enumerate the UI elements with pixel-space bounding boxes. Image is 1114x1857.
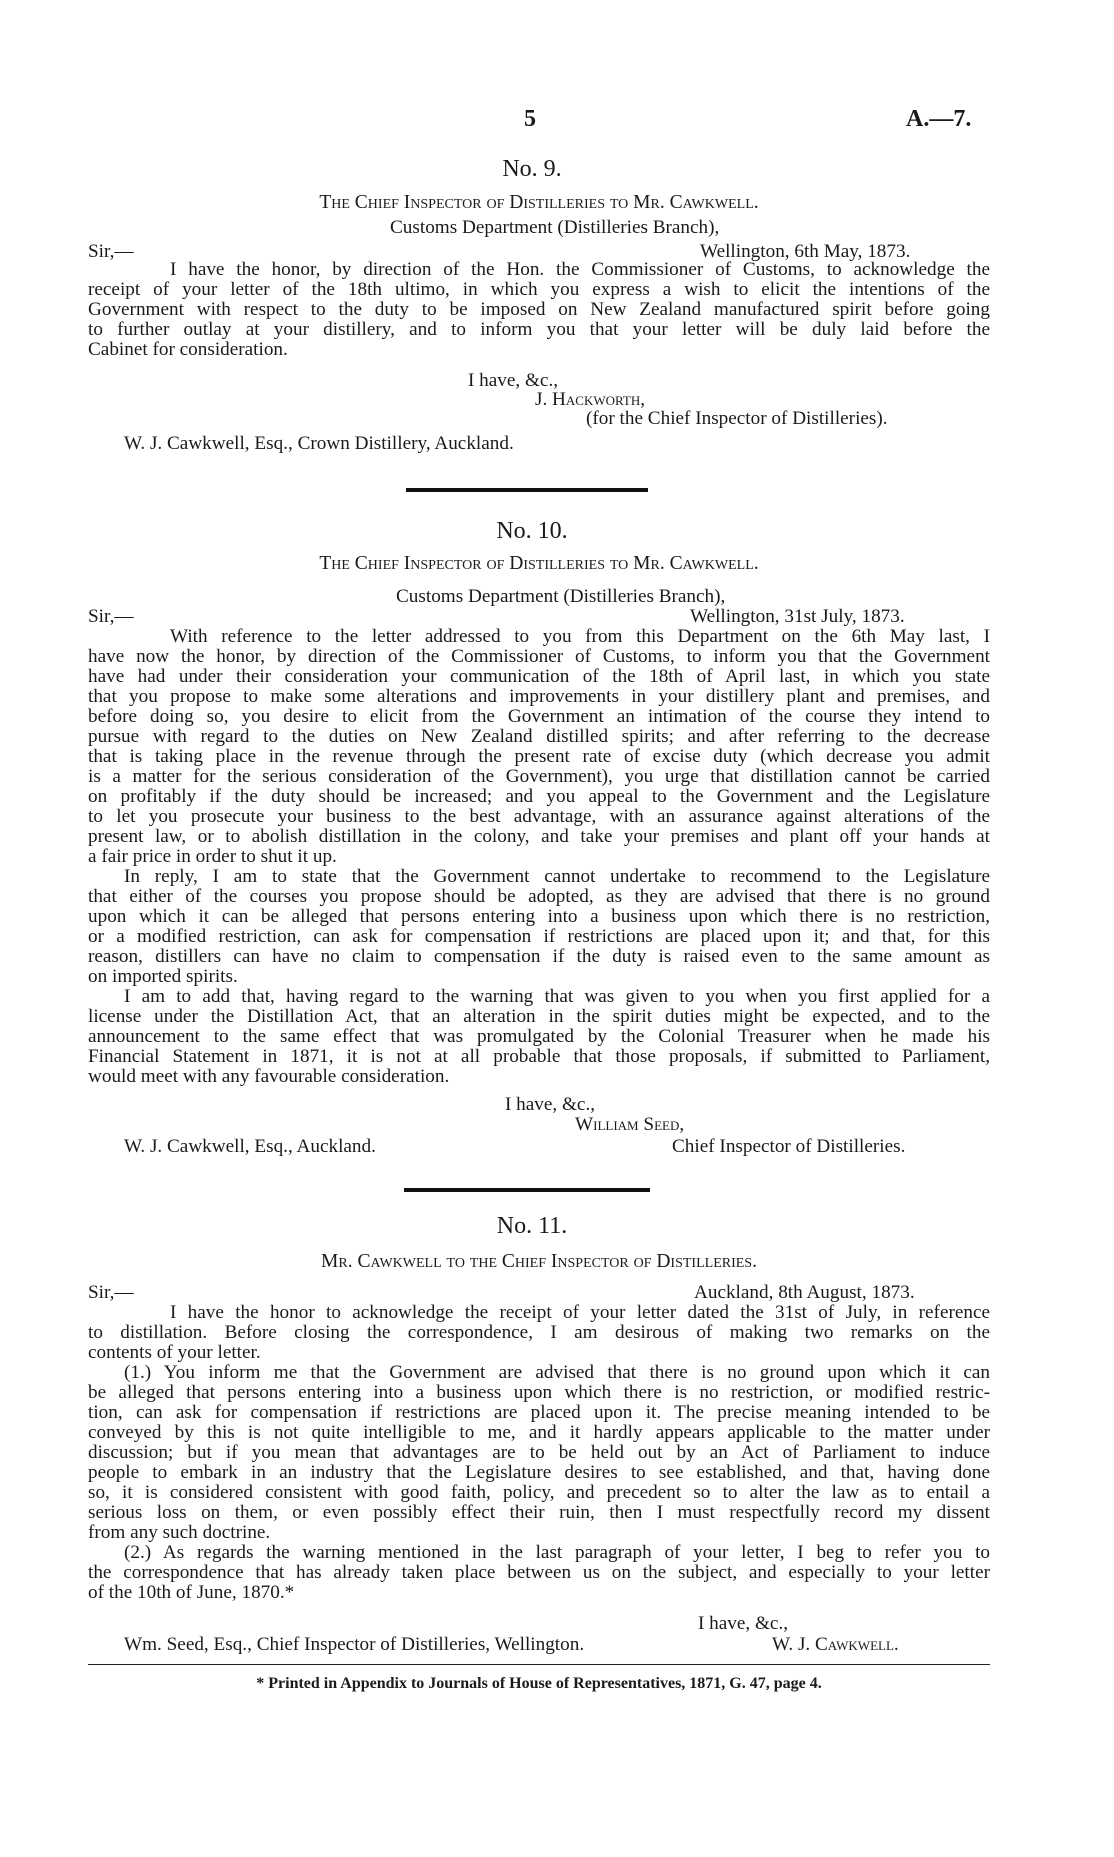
letter-10-body-line: upon which it can be alleged that persons entering into a business upon which there is no restriction,	[88, 906, 990, 927]
letter-9-signature-role: (for the Chief Inspector of Distilleries).	[586, 408, 888, 429]
letter-10-body-line: In reply, I am to state that the Government cannot undertake to recommend to the Legislature	[124, 866, 990, 887]
letter-9-body-line: Cabinet for consideration.	[88, 339, 288, 360]
letter-11-body-line: (2.) As regards the warning mentioned in the last paragraph of your letter, I beg to refer you to	[124, 1542, 990, 1563]
letter-10-body-line: that either of the courses you propose should be adopted, as they are advised that there is no ground	[88, 886, 990, 907]
letter-10-body-line: Financial Statement in 1871, it is not at all probable that those proposals, if submitted to Parliament,	[88, 1046, 990, 1067]
letter-10-body-line: is a matter for the serious consideration of the Government), you urge that distillation cannot be carried	[88, 766, 990, 787]
letter-10-body-line: on imported spirits.	[88, 966, 238, 987]
letter-11-addressee: Wm. Seed, Esq., Chief Inspector of Distilleries, Wellington.	[124, 1634, 585, 1655]
letter-11-body-line: (1.) You inform me that the Government are advised that there is no ground upon which it can	[124, 1362, 990, 1383]
letter-10-body-line: have now the honor, by direction of the Commissioner of Customs, to inform you that the Government	[88, 646, 990, 667]
letter-10-body-line: pursue with regard to the duties on New Zealand distilled spirits; and after referring to the decrease	[88, 726, 990, 747]
letter-10-signature-role: Chief Inspector of Distilleries.	[672, 1136, 906, 1157]
section-divider	[404, 1188, 650, 1192]
letter-11-body-line: to distillation. Before closing the correspondence, I am desirous of making two remarks on the	[88, 1322, 990, 1343]
letter-10-body-line: I am to add that, having regard to the warning that was given to you when you first applied for a	[124, 986, 990, 1007]
letter-10-body-line: reason, distillers can have no claim to compensation if the duty is raised even to the same amount as	[88, 946, 990, 967]
letter-9-title: The Chief Inspector of Distilleries to Mr. Cawkwell.	[319, 192, 759, 213]
letter-11-body-line: so, it is considered consistent with good faith, policy, and precedent so to alter the law as to entail a	[88, 1482, 990, 1503]
letter-10-title: The Chief Inspector of Distilleries to Mr. Cawkwell.	[319, 553, 759, 574]
page-number: 5	[524, 106, 536, 132]
letter-11-body-line: discussion; but if you mean that advantages are to be held out by an Act of Parliament to induce	[88, 1442, 990, 1463]
letter-10-closing: I have, &c.,	[505, 1094, 596, 1115]
letter-10-salutation: Sir,—	[88, 606, 134, 627]
letter-10-address: Customs Department (Distilleries Branch),	[396, 586, 726, 607]
letter-11-signature: W. J. Cawkwell.	[772, 1634, 899, 1655]
letter-11-body-line: I have the honor to acknowledge the receipt of your letter dated the 31st of July, in reference	[170, 1302, 990, 1323]
letter-9-signature: J. Hackworth,	[535, 389, 646, 410]
letter-11-body-line: people to embark in an industry that the Legislature desires to see established, and that, having done	[88, 1462, 990, 1483]
letter-10-body-line: or a modified restriction, can ask for compensation if restrictions are placed upon it; and that, for this	[88, 926, 990, 947]
letter-11-closing: I have, &c.,	[698, 1613, 789, 1634]
letter-10-body-line: on profitably if the duty should be increased; and you appeal to the Government and the Legislature	[88, 786, 990, 807]
letter-9-body-line: I have the honor, by direction of the Hon. the Commissioner of Customs, to acknowledge the	[170, 259, 990, 280]
letter-9-body-line: Government with respect to the duty to be imposed on New Zealand manufactured spirit before going	[88, 299, 990, 320]
letter-11-place-date: Auckland, 8th August, 1873.	[694, 1282, 915, 1303]
letter-11-body-line: serious loss on them, or even possibly effect their ruin, then I must respectfully record my dissent	[88, 1502, 990, 1523]
footnote: * Printed in Appendix to Journals of House of Representatives, 1871, G. 47, page 4.	[256, 1675, 822, 1692]
letter-9-body-line: receipt of your letter of the 18th ultimo, in which you express a wish to elicit the intentions of the	[88, 279, 990, 300]
letter-11-body-line: of the 10th of June, 1870.*	[88, 1582, 295, 1603]
section-divider	[406, 488, 648, 492]
letter-9-place-date: Wellington, 6th May, 1873.	[700, 241, 911, 262]
letter-10-addressee: W. J. Cawkwell, Esq., Auckland.	[124, 1136, 376, 1157]
letter-11-heading: No. 11.	[496, 1213, 568, 1239]
letter-11-body-line: tion, can ask for compensation if restrictions are placed upon it. The precise meaning intended to be	[88, 1402, 990, 1423]
letter-10-heading: No. 10.	[496, 518, 568, 544]
letter-11-title: Mr. Cawkwell to the Chief Inspector of Distilleries.	[321, 1251, 757, 1272]
letter-10-place-date: Wellington, 31st July, 1873.	[690, 606, 905, 627]
letter-9-body-line: to further outlay at your distillery, and to inform you that your letter will be duly laid before the	[88, 319, 990, 340]
letter-10-body-line: With reference to the letter addressed to you from this Department on the 6th May last, I	[170, 626, 990, 647]
letter-10-body-line: to let you prosecute your business to the best advantage, with an assurance against alterations of the	[88, 806, 990, 827]
footnote-rule	[88, 1664, 990, 1665]
letter-10-body-line: have had under their consideration your communication of the 18th of April last, in which you state	[88, 666, 990, 687]
letter-11-body-line: be alleged that persons entering into a business upon which there is no restriction, or modified restric-	[88, 1382, 990, 1403]
letter-9-address: Customs Department (Distilleries Branch),	[390, 217, 720, 238]
letter-11-body-line: the correspondence that has already taken place between us on the subject, and especially to your letter	[88, 1562, 990, 1583]
letter-11-body-line: contents of your letter.	[88, 1342, 261, 1363]
letter-9-addressee: W. J. Cawkwell, Esq., Crown Distillery, Auckland.	[124, 433, 514, 454]
letter-9-heading: No. 9.	[502, 156, 562, 182]
document-reference: A.—7.	[906, 106, 972, 132]
letter-9-salutation: Sir,—	[88, 241, 134, 262]
letter-10-body-line: that you propose to make some alterations and improvements in your distillery plant and premises, and	[88, 686, 990, 707]
letter-10-body-line: that is taking place in the revenue through the present rate of excise duty (which decrease you admit	[88, 746, 990, 767]
letter-10-body-line: before doing so, you desire to elicit from the Government an intimation of the course they intend to	[88, 706, 990, 727]
letter-11-salutation: Sir,—	[88, 1282, 134, 1303]
letter-11-body-line: from any such doctrine.	[88, 1522, 271, 1543]
letter-10-body-line: present law, or to abolish distillation in the colony, and take your premises and plant off your hands at	[88, 826, 990, 847]
letter-10-body-line: a fair price in order to shut it up.	[88, 846, 337, 867]
letter-9-closing: I have, &c.,	[468, 370, 559, 391]
letter-10-body-line: announcement to the same effect that was promulgated by the Colonial Treasurer when he made his	[88, 1026, 990, 1047]
letter-11-body-line: conveyed by this is not quite intelligible to me, and it hardly appears applicable to the matter under	[88, 1422, 990, 1443]
letter-10-signature: William Seed,	[575, 1114, 685, 1135]
letter-10-body-line: would meet with any favourable consideration.	[88, 1066, 450, 1087]
letter-10-body-line: license under the Distillation Act, that an alteration in the spirit duties might be expected, and to the	[88, 1006, 990, 1027]
